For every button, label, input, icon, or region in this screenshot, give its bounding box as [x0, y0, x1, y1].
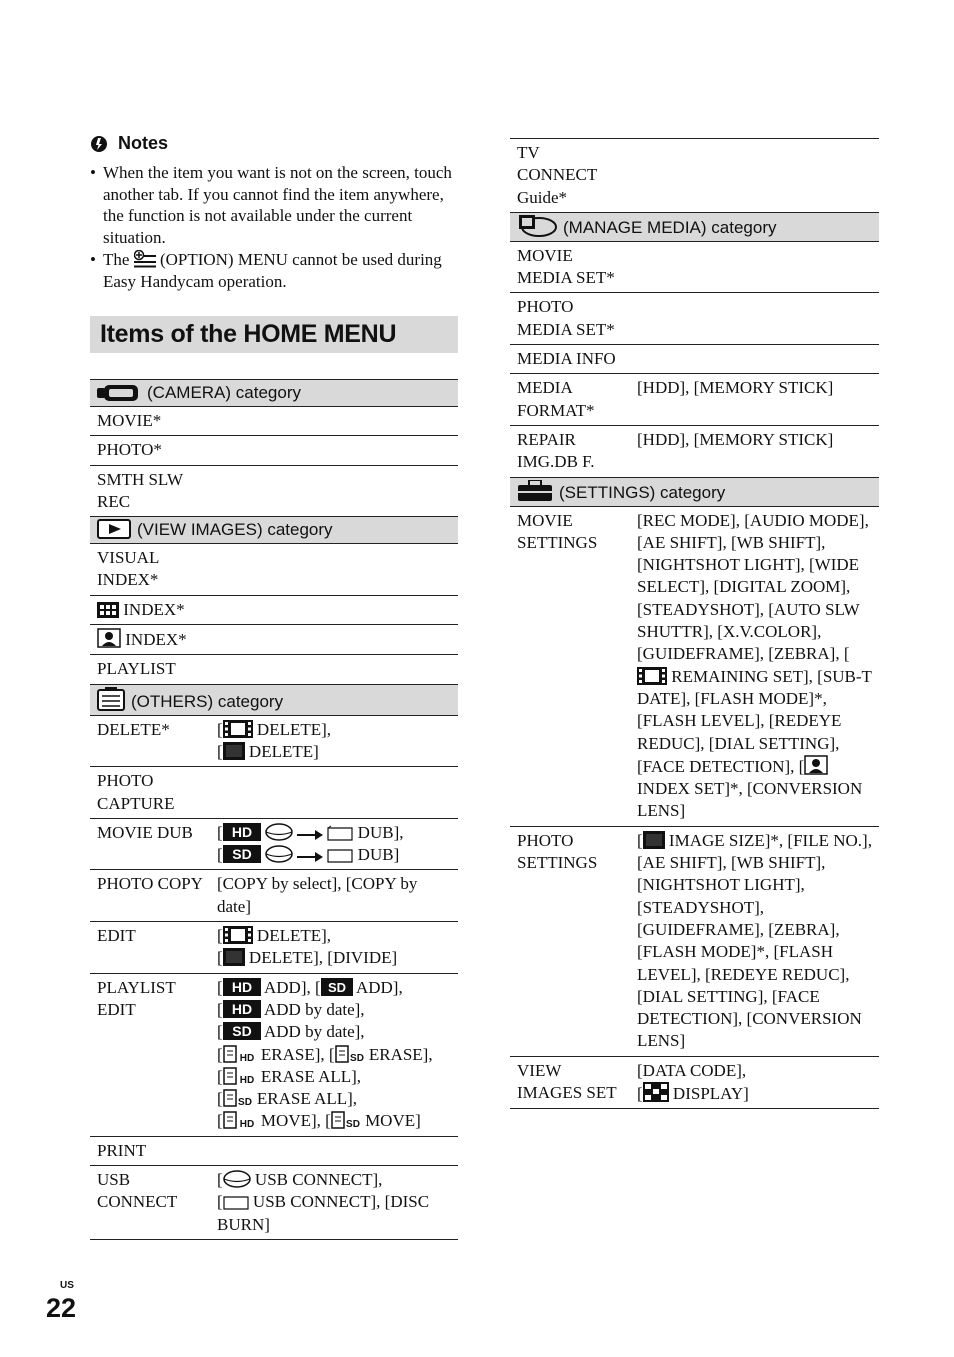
sd-playlist-icon	[335, 1045, 365, 1063]
sd-icon	[223, 1022, 261, 1040]
photo-icon	[223, 742, 245, 760]
category-camera: (CAMERA) category	[90, 380, 458, 407]
svg-text:HD: HD	[239, 1052, 254, 1063]
card-icon	[223, 1194, 249, 1210]
film-icon	[223, 926, 253, 944]
svg-text:HD: HD	[231, 978, 252, 995]
film-index-icon	[97, 602, 119, 618]
category-manage-media: (MANAGE MEDIA) category	[510, 212, 879, 241]
page-number: 22	[46, 1293, 77, 1323]
sd-playlist-icon	[331, 1111, 361, 1129]
notes-icon	[90, 135, 108, 153]
hd-playlist-icon	[223, 1111, 257, 1129]
sd-playlist-icon	[223, 1089, 253, 1107]
disc-icon	[265, 845, 293, 863]
option-icon	[134, 250, 156, 268]
table-row: PHOTO SETTINGS [ IMAGE SIZE]*, [FILE NO.], [AE SHIFT], [WB SHIFT], [NIGHTSHOT LIGHT], [STEADYSHOT], [GUIDEFRAME], [ZEBRA], [FLASH MODE]*, [FLASH LEVEL], [REDEYE REDUC], [DIAL SETTING], [FACE DETECTION], [CONVERSION LENS]	[510, 826, 879, 1056]
hd-playlist-icon	[223, 1067, 257, 1085]
view-images-icon	[97, 519, 131, 539]
svg-text:HD: HD	[231, 1000, 252, 1017]
sd-icon	[321, 978, 353, 996]
table-row: VIEW IMAGES SET [DATA CODE], [ DISPLAY]	[510, 1056, 879, 1109]
photo-icon	[643, 831, 665, 849]
note-item: • The (OPTION) MENU cannot be used during Easy Handycam operation.	[90, 249, 458, 292]
svg-text:SD: SD	[345, 1119, 360, 1130]
table-row: PHOTO*	[90, 436, 458, 465]
card-icon	[327, 825, 353, 841]
svg-text:SD: SD	[327, 979, 346, 995]
arrow-icon	[297, 829, 323, 841]
sd-icon	[223, 845, 261, 863]
note-item: • When the item you want is not on the screen, touch another tab. If you cannot find the item anywhere, the function is not available under the current situation.	[90, 162, 458, 248]
film-icon	[223, 720, 253, 738]
table-row: PLAYLIST EDIT [ HD ADD], [ SD ADD], [ HD ADD by date], [ SD ADD by date], [ HD ERASE], [ SD ERASE], [ HD ERASE ALL], [ SD ERASE ALL], [ HD MOVE], [ SD MOVE]	[90, 973, 458, 1136]
table-row: USB CONNECT [ USB CONNECT], [ USB CONNECT], [DISC BURN]	[90, 1166, 458, 1240]
hd-icon	[223, 978, 261, 996]
table-row: PHOTO MEDIA SET*	[510, 293, 879, 345]
card-icon	[327, 847, 353, 863]
table-row: MOVIE MEDIA SET*	[510, 241, 879, 293]
svg-text:HD: HD	[231, 823, 252, 840]
grid-display-icon	[643, 1082, 669, 1102]
table-row: VISUAL INDEX*	[90, 544, 458, 596]
disc-icon	[265, 823, 293, 841]
hd-playlist-icon	[223, 1045, 257, 1063]
face-index-icon	[804, 755, 828, 775]
table-row: EDIT [ DELETE], [ DELETE], [DIVIDE]	[90, 922, 458, 974]
face-index-icon	[97, 628, 121, 648]
table-row: MOVIE DUB [ HD DUB], [ SD DUB]	[90, 818, 458, 870]
table-row: SMTH SLW REC	[90, 465, 458, 517]
manage-media-icon	[517, 215, 557, 237]
section-title: Items of the HOME MENU	[90, 316, 458, 353]
table-row: INDEX*	[90, 625, 458, 655]
category-settings: (SETTINGS) category	[510, 477, 879, 506]
svg-text:HD: HD	[239, 1074, 254, 1085]
hd-icon	[223, 823, 261, 841]
hd-icon	[223, 1000, 261, 1018]
table-row: PHOTO COPY [COPY by select], [COPY by date]	[90, 870, 458, 922]
notes-list	[90, 162, 458, 293]
photo-icon	[223, 948, 245, 966]
home-menu-table-right	[510, 138, 879, 1109]
table-row: TV CONNECT Guide*	[510, 139, 879, 213]
table-row: PRINT	[90, 1136, 458, 1165]
home-menu-table-left	[90, 379, 458, 1240]
table-row: PLAYLIST	[90, 655, 458, 684]
table-row: DELETE* [ DELETE], [ DELETE]	[90, 715, 458, 767]
page-region: US	[60, 1280, 74, 1291]
svg-text:SD: SD	[231, 1023, 252, 1040]
arrow-icon	[297, 851, 323, 863]
disc-icon	[223, 1170, 251, 1188]
table-row: MEDIA INFO	[510, 345, 879, 374]
notes-heading	[90, 133, 168, 154]
notes-heading-text: Notes	[118, 133, 169, 153]
table-row: MOVIE*	[90, 407, 458, 436]
svg-text:SD: SD	[231, 846, 252, 863]
film-icon	[637, 667, 667, 685]
svg-text:SD: SD	[237, 1097, 252, 1108]
table-row: MEDIA FORMAT* [HDD], [MEMORY STICK]	[510, 374, 879, 426]
category-view-images: (VIEW IMAGES) category	[90, 517, 458, 544]
category-others: (OTHERS) category	[90, 684, 458, 715]
table-row: INDEX*	[90, 595, 458, 624]
svg-text:SD: SD	[349, 1052, 364, 1063]
camera-icon	[97, 384, 141, 402]
svg-text:HD: HD	[239, 1119, 254, 1130]
table-row: PHOTO CAPTURE	[90, 767, 458, 819]
others-icon	[97, 687, 125, 711]
table-row: MOVIE SETTINGS [REC MODE], [AUDIO MODE], [AE SHIFT], [WB SHIFT], [NIGHTSHOT LIGHT], [WIDE SELECT], [DIGITAL ZOOM], [STEADYSHOT], [AUTO SLW SHUTTR], [X.V.COLOR], [GUIDEFRAME], [ZEBRA], [ REMAINING SET], [SUB-T DATE], [FLASH MODE]*, [FLASH LEVEL], [REDEYE REDUC], [DIAL SETTING], [FACE DETECTION], [ INDEX SET]*, [CONVERSION LENS]	[510, 506, 879, 826]
settings-icon	[517, 480, 553, 502]
table-row: REPAIR IMG.DB F. [HDD], [MEMORY STICK]	[510, 425, 879, 477]
